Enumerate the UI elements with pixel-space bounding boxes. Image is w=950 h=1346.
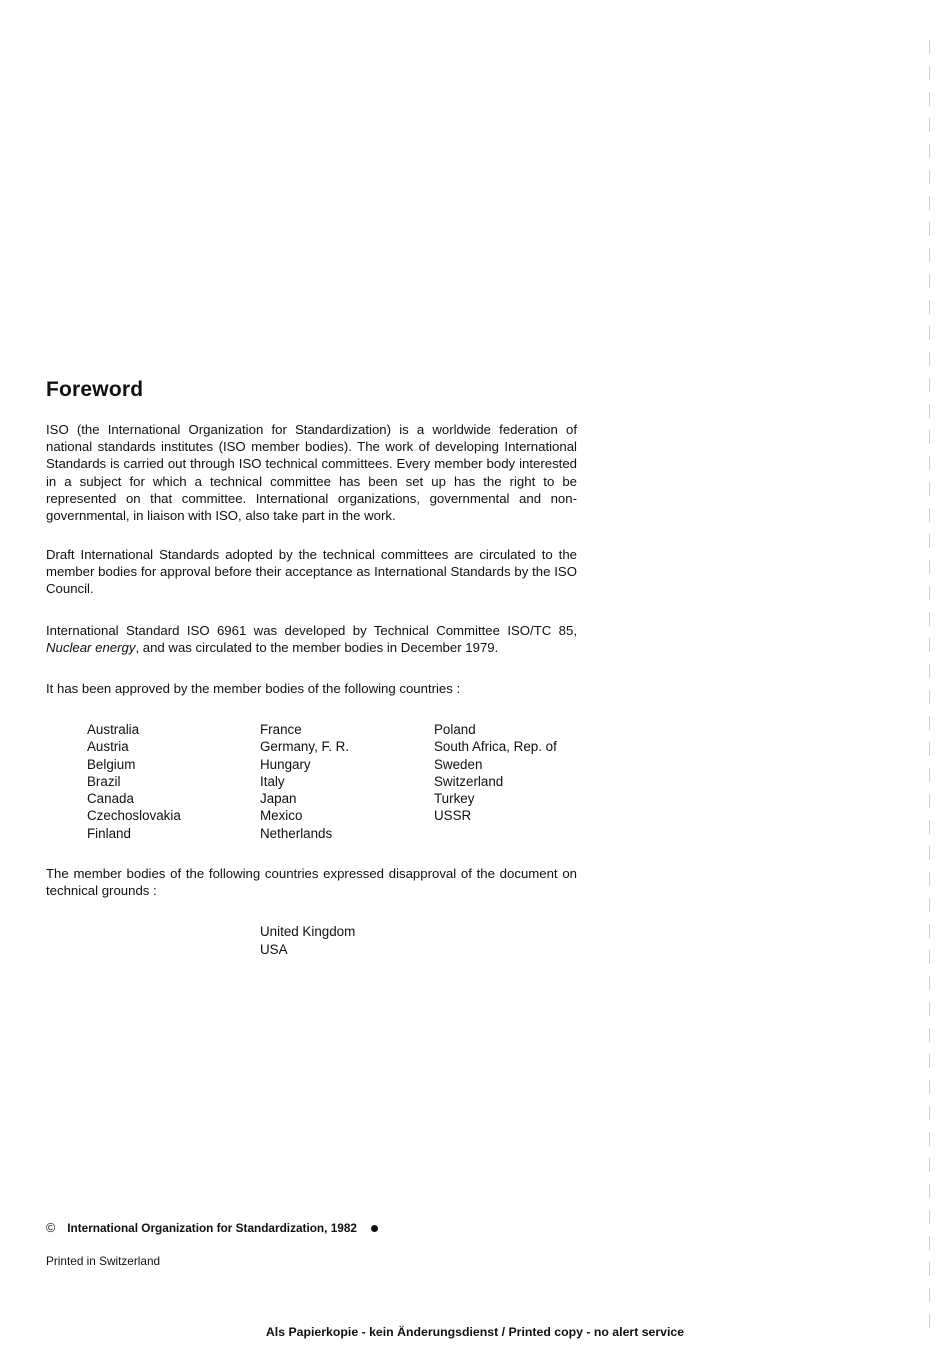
bullet-dot-icon xyxy=(371,1225,378,1232)
country-item: Czechoslovakia xyxy=(87,808,181,824)
printed-in-note: Printed in Switzerland xyxy=(46,1254,161,1268)
development-text-start: International Standard ISO 6961 was developed by Technical Committee ISO/TC 85, xyxy=(46,623,577,638)
footer-notice-text: Als Papierkopie - kein Änderungsdienst / Printed copy - no alert service xyxy=(265,1325,685,1339)
approving-countries-column-2 xyxy=(260,721,349,842)
country-item: France xyxy=(260,722,302,737)
country-item: Netherlands xyxy=(260,825,333,841)
country-item: Finland xyxy=(87,825,131,841)
country-item: United Kingdom xyxy=(260,924,356,939)
scan-edge-line xyxy=(929,40,930,1330)
copyright-text: International Organization for Standardization, 1982 xyxy=(67,1221,357,1235)
country-item: Japan xyxy=(260,791,297,807)
country-item: Brazil xyxy=(87,773,121,789)
paragraph-development xyxy=(46,622,577,656)
country-item: Mexico xyxy=(260,808,303,824)
paragraph-draft-standards: Draft International Standards adopted by the technical committees are circulated to the member bodies for approval before their acceptance as International Standards by the ISO Council. xyxy=(46,547,577,597)
committee-subject: Nuclear energy xyxy=(46,640,136,656)
development-text-end: , and was circulated to the member bodies in December 1979. xyxy=(135,640,499,656)
copyright-line xyxy=(46,1221,378,1235)
country-item: Poland xyxy=(434,722,476,737)
country-item: Belgium xyxy=(87,756,136,772)
country-item: South Africa, Rep. of xyxy=(434,739,557,755)
disapproving-countries-list xyxy=(260,923,355,958)
country-item: Italy xyxy=(260,773,285,789)
country-item: Turkey xyxy=(434,791,475,807)
copyright-icon: © xyxy=(46,1221,56,1235)
footer-notice xyxy=(0,1325,950,1339)
country-item: Sweden xyxy=(434,756,483,772)
country-item: Switzerland xyxy=(434,773,504,789)
country-item: Australia xyxy=(87,722,140,737)
paragraph-approval: It has been approved by the member bodies of the following countries : xyxy=(46,681,461,696)
country-item: Austria xyxy=(87,739,129,755)
country-item: Canada xyxy=(87,791,134,807)
approving-countries-column-3 xyxy=(434,721,557,825)
country-item: USSR xyxy=(434,808,472,824)
country-item: USA xyxy=(260,941,288,957)
paragraph-disapproval: The member bodies of the following countries expressed disapproval of the document on technical grounds : xyxy=(46,866,577,899)
paragraph-iso-intro: ISO (the International Organization for Standardization) is a worldwide federation of national standards institutes (ISO member bodies). The work of developing International Standards is carried out through ISO technical committees. Every member body interested in a subject for which a technical committee has been set up has the right to be represented on that committee. International organizations, governmental and non-governmental, in liaison with ISO, also take part in the work. xyxy=(46,422,577,524)
country-item: Hungary xyxy=(260,756,311,772)
country-item: Germany, F. R. xyxy=(260,739,350,755)
page-title: Foreword xyxy=(46,378,144,401)
approving-countries-column-1 xyxy=(87,721,181,842)
